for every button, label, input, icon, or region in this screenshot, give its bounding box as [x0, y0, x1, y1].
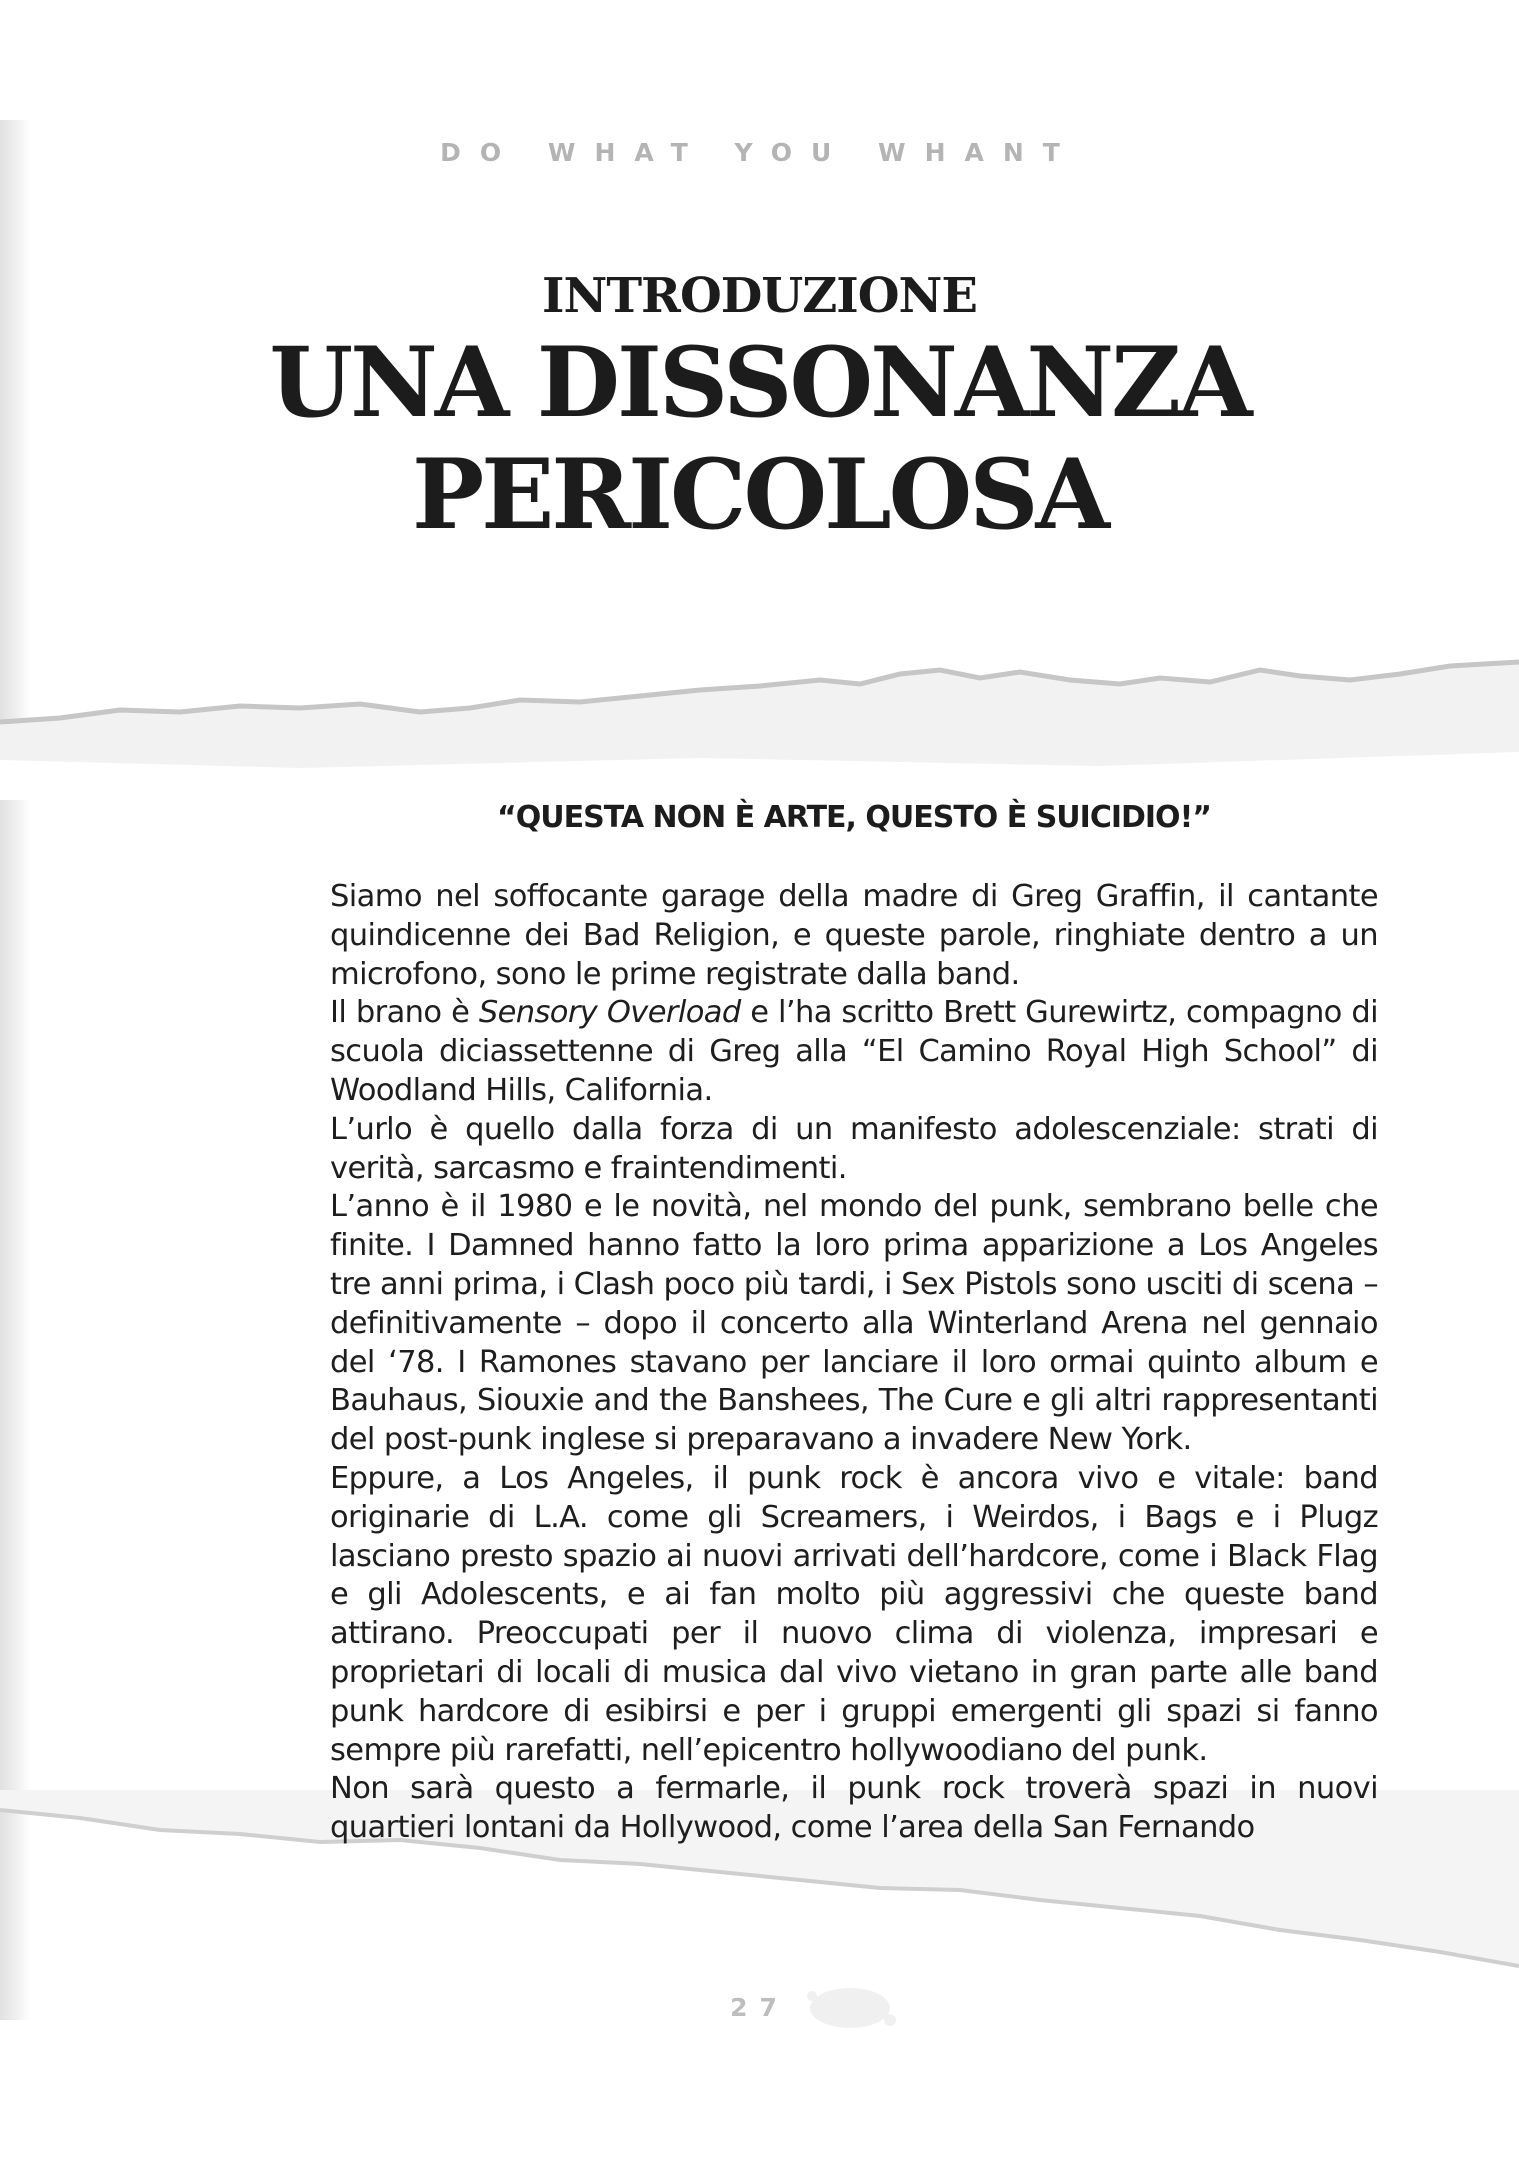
song-title: Sensory Overload [478, 995, 741, 1031]
running-header: DO WHAT YOU WHANT [440, 138, 1079, 167]
pull-quote: “QUESTA NON È ARTE, QUESTO È SUICIDIO!” [497, 800, 1211, 835]
chapter-title-line-2: PERICOLOSA [411, 438, 1107, 551]
chapter-title-line-1: UNA DISSONANZA [269, 326, 1250, 439]
chapter-title [210, 327, 1310, 551]
chapter-heading [0, 265, 1519, 551]
paragraph-2-end: e l’ha scritto Brett Gurewirtz, compagno di scuola diciassettenne di Greg alla “El Camino Royal High School” di Woodland Hills, California. [330, 995, 1378, 1108]
torn-paper-top-band [0, 640, 1519, 800]
paragraph-3: L’urlo è quello dalla forza di un manifesto adolescenziale: strati di verità, sarcasmo e fraintendimenti. [330, 1111, 1378, 1186]
page-number: 27 [730, 1993, 789, 2022]
paragraph-2 [330, 994, 1378, 1110]
paragraph-5: Eppure, a Los Angeles, il punk rock è ancora vivo e vitale: band originarie di L.A. come gli Screamers, i Weirdos, i Bags e i Plugz lasciano presto spazio ai nuovi arrivati dell’hardcore, come i Black Flag e gli Adolescents, e ai fan molto più aggressivi che queste band attirano. Preoccupati per il nuovo clima di violenza, impresari e proprietari di locali di musica dal vivo vietano in gran parte alle band punk hardcore di esibirsi e per i gruppi emergenti gli spazi si fanno sempre più rarefatti, nell’epicentro hollywoodiano del punk. [330, 1460, 1378, 1768]
paragraph-1: Siamo nel soffocante garage della madre di Greg Graffin, il cantante quindicenne dei Bad Religion, e queste parole, ringhiate dentro a un microfono, sono le prime registrate dalla band. [330, 879, 1378, 992]
paragraph-6: Non sarà questo a fermarle, il punk rock troverà spazi in nuovi quartieri lontani da Hollywood, come l’area della San Fernando [330, 1771, 1378, 1846]
chapter-kicker: INTRODUZIONE [542, 268, 977, 324]
body-text [330, 878, 1378, 1848]
paragraph-4: L’anno è il 1980 e le novità, nel mondo del punk, sembrano belle che finite. I Damned hanno fatto la loro prima apparizione a Los Angeles tre anni prima, i Clash poco più tardi, i Sex Pistols sono usciti di scena – definitivamente – dopo il concerto alla Winterland Arena nel gennaio del ‘78. I Ramones stavano per lanciare il loro ormai quinto album e Bauhaus, Siouxie and the Banshees, The Cure e gli altri rappresentanti del post-punk inglese si preparavano a invadere New York. [330, 1189, 1378, 1458]
paragraph-2-start: Il brano è [330, 995, 479, 1031]
